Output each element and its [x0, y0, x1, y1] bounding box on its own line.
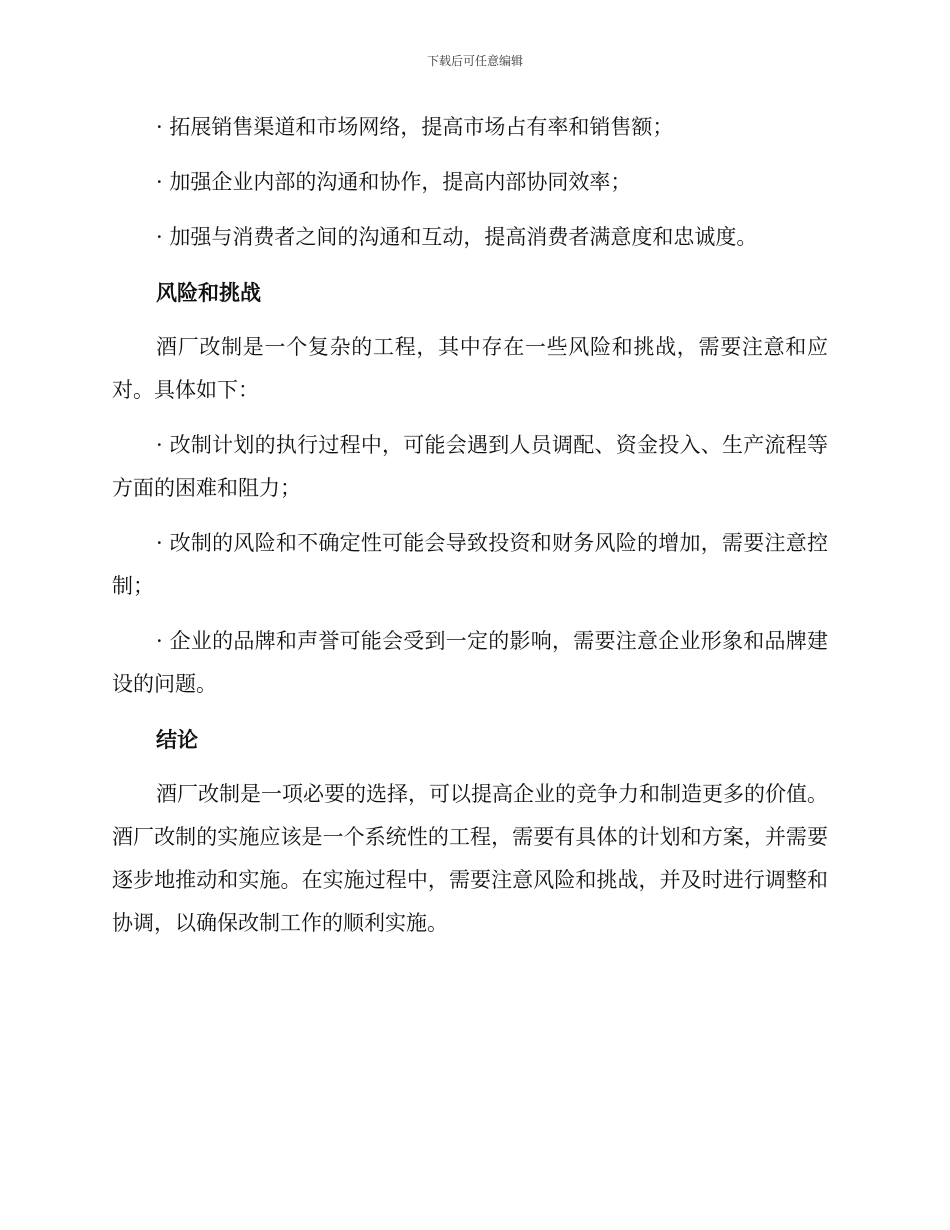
risk-intro-paragraph: 酒厂改制是一个复杂的工程，其中存在一些风险和挑战，需要注意和应对。具体如下：	[112, 335, 828, 402]
section-heading-conclusion: 结论	[156, 727, 198, 752]
bullet-item: · 加强企业内部的沟通和协作，提高内部协同效率；	[156, 170, 632, 194]
bullet-item: · 改制的风险和不确定性可能会导致投资和财务风险的增加，需要注意控制；	[112, 531, 828, 598]
bullet-item: · 企业的品牌和声誉可能会受到一定的影响，需要注意企业形象和品牌建设的问题。	[112, 629, 828, 696]
page-header: 下载后可任意编辑	[426, 54, 523, 68]
bullet-item: · 拓展销售渠道和市场网络，提高市场占有率和销售额；	[156, 115, 674, 139]
conclusion-paragraph: 酒厂改制是一项必要的选择，可以提高企业的竞争力和制造更多的价值。酒厂改制的实施应该是一个系统性的工程，需要有具体的计划和方案，并需要逐步地推动和实施。在实施过程中，需要注意风险和挑战，并及时进行调整和协调，以确保改制工作的顺利实施。	[112, 782, 828, 935]
section-heading-risk: 风险和挑战	[156, 280, 261, 305]
bullet-item: · 加强与消费者之间的沟通和互动，提高消费者满意度和忠诚度。	[156, 225, 758, 249]
bullet-item: · 改制计划的执行过程中，可能会遇到人员调配、资金投入、生产流程等方面的困难和阻力；	[112, 433, 828, 500]
document-body	[112, 106, 828, 957]
